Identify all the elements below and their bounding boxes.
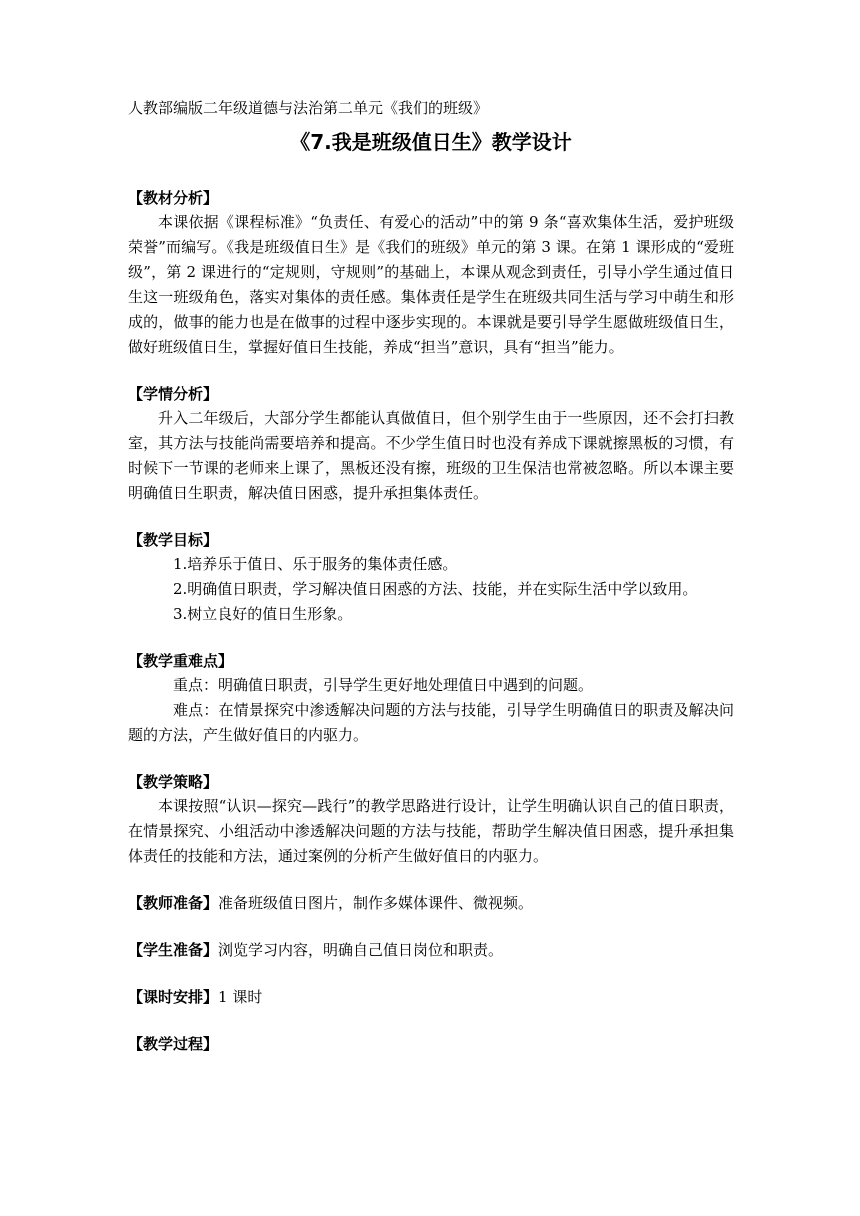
section-strategy xyxy=(128,770,734,869)
section-paragraph: 本课按照“认识—探究—践行”的教学思路进行设计，让学生明确认识自己的值日职责，在情景探究、小组活动中渗透解决问题的方法与技能，帮助学生解决值日困惑，提升承担集体责任的技能和方法，通过案例的分析产生做好值日的内驱力。 xyxy=(128,797,734,865)
section-teacher-prep xyxy=(128,891,734,916)
document-page xyxy=(128,96,734,1078)
section-students xyxy=(128,382,734,506)
section-schedule xyxy=(128,985,734,1010)
section-text: 准备班级值日图片，制作多媒体课件、微视频。 xyxy=(218,894,534,912)
keypoint-item: 难点：在情景探究中渗透解决问题的方法与技能，引导学生明确值日的职责及解决问题的方法，产生做好值日的内驱力。 xyxy=(128,701,734,744)
section-heading: 【教学重难点】 xyxy=(128,652,234,670)
section-goals xyxy=(128,528,734,627)
document-subtitle: 人教部编版二年级道德与法治第二单元《我们的班级》 xyxy=(128,99,489,117)
section-heading: 【学情分析】 xyxy=(128,385,219,403)
section-heading: 【教学过程】 xyxy=(128,1035,219,1053)
section-process xyxy=(128,1032,734,1056)
section-heading: 【教学目标】 xyxy=(128,531,219,549)
section-heading: 【教学策略】 xyxy=(128,773,219,791)
section-heading: 【教材分析】 xyxy=(128,189,219,207)
section-heading: 【教师准备】 xyxy=(128,894,219,912)
section-student-prep xyxy=(128,938,734,963)
goal-item: 2.明确值日职责，学习解决值日困惑的方法、技能，并在实际生活中学以致用。 xyxy=(173,580,698,598)
section-keypoints xyxy=(128,649,734,748)
section-paragraph: 本课依据《课程标准》“负责任、有爱心的活动”中的第 9 条“喜欢集体生活，爱护班级荣誉”而编写。《我是班级值日生》是《我们的班级》单元的第 3 课。在第 1 课形成的“爱班级”，第 2 课进行的“定规则，守规则”的基础上，本课从观念到责任，引导小学生通过值日生这一班级角色，落实对集体的责任感。集体责任是学生在班级共同生活与学习中萌生和形成的，做事的能力也是在做事的过程中逐步实现的。本课就是要引导学生愿做班级值日生，做好班级值日生，掌握好值日生技能，养成“担当”意识，具有“担当”能力。 xyxy=(128,213,734,356)
section-paragraph: 升入二年级后，大部分学生都能认真做值日，但个别学生由于一些原因，还不会打扫教室，其方法与技能尚需要培养和提高。不少学生值日时也没有养成下课就擦黑板的习惯，有时候下一节课的老师来上课了，黑板还没有擦，班级的卫生保洁也常被忽略。所以本课主要明确值日生职责，解决值日困惑，提升承担集体责任。 xyxy=(128,409,734,502)
section-heading: 【学生准备】 xyxy=(128,941,219,959)
document-title: 《7.我是班级值日生》教学设计 xyxy=(290,130,572,154)
section-text: 浏览学习内容，明确自己值日岗位和职责。 xyxy=(218,941,504,959)
section-heading: 【课时安排】 xyxy=(128,988,219,1006)
goal-item: 1.培养乐于值日、乐于服务的集体责任感。 xyxy=(173,555,458,573)
goal-item: 3.树立良好的值日生形象。 xyxy=(173,605,353,623)
section-materials xyxy=(128,186,734,360)
keypoint-item: 重点：明确值日职责，引导学生更好地处理值日中遇到的问题。 xyxy=(173,676,594,694)
section-text: 1 课时 xyxy=(218,988,263,1006)
